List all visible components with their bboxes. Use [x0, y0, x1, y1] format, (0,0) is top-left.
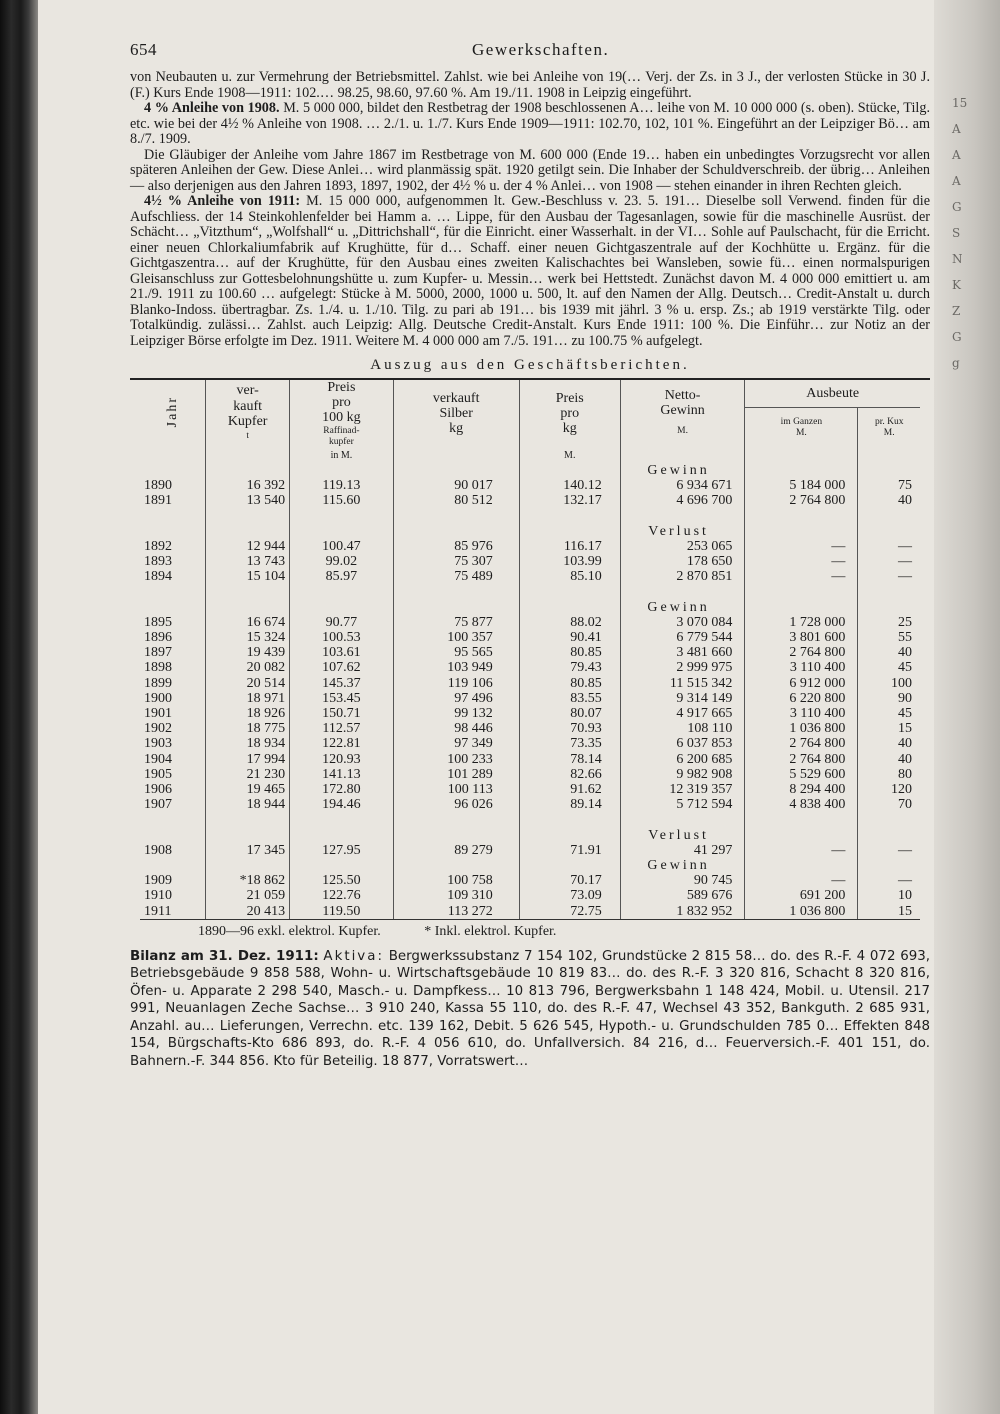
gewinn-marker: Gewinn: [647, 462, 710, 478]
bleed-glyph: g: [952, 356, 960, 370]
year-cell: 1892: [144, 538, 172, 554]
year-cell: 1891: [144, 493, 172, 509]
kux-cell: 40: [858, 752, 920, 767]
paragraph-text: M. 5 000 000, bildet den Restbetrag der 1908 beschlossenen A… leihe von M. 10 000 000 (s. oben). Stücke, Tilg. etc. wie bei der 4½ % Anleihe von 1908. … 2./1. u. 1./7. Kurs Ende 1909—1911: 102.70, 102, 101 %. Eingeführt an der Leipziger Bö… am 8./7. 1909.: [130, 100, 930, 147]
bilanz-text: Bergwerkssubstanz 7 154 102, Grundstücke 2 815 58… do. des R.-F. 4 072 693, Betriebsgebäude 9 858 588, Wohn- u. Wirtschaftsgebäude 10 819 83… do. des R.-F. 3 320 816, Schacht 8 320 816, Öfen- u. Apparate 2 298 540, Masch.- u. Dampfkess… 10 813 796, Bergwerksbahn 1 148 424, Mobil. u. Utensil. 217 991, Neuanlagen Zeche Sachse… 3 910 240, Kassa 55 110, do. des R.-F. 47, Wechsel 43 352, Bankguth. 2 685 931, Anzahl. au… Lieferungen, Verrechn. etc. 139 162, Debit. 5 626 545, Hypoth.- u. Grundschulden 785 0… Effekten 848 154, Bürgschafts-Kto 686 893, do. R.-F. 4 056 610, do. Unfallversich. 84 216, d… Feuerversich.-F. 401 151, do. Bahnern.-F. 344 856. Kto für Beteilig. 18 877, Vorratswert…: [130, 948, 931, 1069]
year-cell: 1901: [144, 706, 172, 722]
bilanz-paragraph: [130, 948, 930, 1071]
preis-cell: 100.53: [290, 630, 393, 645]
ganzen-cell: 1 728 000: [745, 600, 858, 630]
bleed-glyph: G: [952, 330, 962, 344]
table-row: [140, 463, 920, 493]
kux-cell: 45: [858, 706, 920, 721]
table-row: [140, 888, 920, 903]
year-cell: 1898: [144, 660, 172, 676]
year-cell: 1899: [144, 675, 172, 691]
preis-cell: 119.13: [290, 463, 393, 493]
netto-value: 3 070 084: [676, 614, 733, 630]
header-ausbeute: Ausbeute: [745, 380, 920, 408]
paragraph-lead: 4 % Anleihe von 1908.: [144, 100, 280, 116]
header-jahr: Jahr: [164, 396, 180, 428]
table-row: [140, 752, 920, 767]
silber-cell: 101 289: [393, 767, 519, 782]
table-row: [140, 767, 920, 782]
kupfer-cell: 20 514: [206, 676, 290, 691]
preis-cell: 85.97: [290, 569, 393, 584]
kux-cell: 100: [858, 676, 920, 691]
silber-cell: 80 512: [393, 493, 519, 508]
preis-cell: 141.13: [290, 767, 393, 782]
spreis-cell: 73.35: [519, 736, 620, 751]
unit-silber-preis: M.: [519, 448, 620, 463]
year-cell: 1906: [144, 782, 172, 798]
kupfer-cell: 19 465: [206, 782, 290, 797]
spreis-cell: 80.85: [519, 645, 620, 660]
table-title: Auszug aus den Geschäftsberichten.: [370, 357, 690, 373]
spreis-cell: 85.10: [519, 569, 620, 584]
table-row: [140, 569, 920, 584]
preis-cell: 99.02: [290, 554, 393, 569]
header-preis: Preis pro 100 kg Raffinad- kupfer: [290, 380, 393, 448]
table-row: [140, 660, 920, 675]
preis-cell: 122.81: [290, 736, 393, 751]
kupfer-cell: 19 439: [206, 645, 290, 660]
kupfer-cell: 13 743: [206, 554, 290, 569]
preis-cell: 194.46: [290, 797, 393, 812]
silber-cell: 119 106: [393, 676, 519, 691]
bilanz-lead: Bilanz am 31. Dez. 1911:: [130, 948, 319, 964]
facing-page-edge: [934, 0, 1000, 1414]
spreis-cell: 90.41: [519, 630, 620, 645]
ganzen-cell: 1 036 800: [745, 904, 858, 919]
preis-cell: 115.60: [290, 493, 393, 508]
silber-cell: 98 446: [393, 721, 519, 736]
ganzen-cell: —: [745, 569, 858, 584]
ganzen-cell: 5 529 600: [745, 767, 858, 782]
ganzen-cell: 3 110 400: [745, 660, 858, 675]
kux-cell: —: [858, 858, 920, 888]
netto-cell: 4 696 700: [620, 493, 745, 508]
netto-cell: 5 712 594: [620, 797, 745, 812]
ganzen-cell: 1 036 800: [745, 721, 858, 736]
header-pro-kux: pr. Kux M.: [858, 408, 920, 448]
netto-cell: 2 999 975: [620, 660, 745, 675]
netto-cell: 3 481 660: [620, 645, 745, 660]
preis-cell: 150.71: [290, 706, 393, 721]
netto-cell: 11 515 342: [620, 676, 745, 691]
preis-cell: 103.61: [290, 645, 393, 660]
year-cell: 1911: [144, 903, 172, 919]
kux-cell: 25: [858, 600, 920, 630]
table-bottom-rule: [140, 919, 920, 920]
kupfer-cell: 17 994: [206, 752, 290, 767]
spreis-cell: 132.17: [519, 493, 620, 508]
table-row: [140, 600, 920, 630]
spreis-cell: 73.09: [519, 888, 620, 903]
silber-cell: 100 357: [393, 630, 519, 645]
ganzen-cell: 2 764 800: [745, 736, 858, 751]
bleed-glyph: K: [952, 278, 961, 292]
silber-cell: 100 758: [393, 858, 519, 888]
ganzen-cell: 2 764 800: [745, 645, 858, 660]
kux-cell: 70: [858, 797, 920, 812]
verlust-marker: Verlust: [648, 523, 709, 539]
netto-value: 90 745: [693, 873, 733, 889]
silber-cell: 75 877: [393, 600, 519, 630]
paragraph-lead: 4½ % Anleihe von 1911:: [144, 193, 301, 209]
ganzen-cell: 3 801 600: [745, 630, 858, 645]
netto-cell: 108 110: [620, 721, 745, 736]
netto-value: 41 297: [693, 842, 733, 858]
year-cell: 1897: [144, 645, 172, 661]
year-cell: 1895: [144, 614, 172, 630]
bleed-glyph: S: [952, 226, 961, 240]
spreis-cell: 116.17: [519, 524, 620, 554]
year-cell: 1904: [144, 751, 172, 767]
bleed-glyph: A: [952, 122, 961, 136]
paragraph-2: [130, 101, 930, 148]
spreis-cell: 103.99: [519, 554, 620, 569]
kux-cell: 40: [858, 493, 920, 508]
preis-cell: 107.62: [290, 660, 393, 675]
spreis-cell: 88.02: [519, 600, 620, 630]
bleed-glyph: A: [952, 174, 961, 188]
unit-preis: in M.: [290, 448, 393, 463]
units-row: [140, 448, 920, 463]
spreis-cell: 70.93: [519, 721, 620, 736]
group-gap: [140, 812, 920, 827]
kux-cell: 15: [858, 721, 920, 736]
preis-cell: 125.50: [290, 858, 393, 888]
kupfer-cell: 12 944: [206, 524, 290, 554]
table-row: [140, 706, 920, 721]
bleed-glyph: N: [952, 252, 963, 266]
business-report-table: [140, 380, 920, 919]
ganzen-cell: 3 110 400: [745, 706, 858, 721]
netto-cell: [620, 524, 745, 554]
document-page: [130, 36, 930, 1070]
table-row: [140, 554, 920, 569]
netto-cell: 178 650: [620, 554, 745, 569]
kux-cell: —: [858, 828, 920, 858]
header-silber: verkauft Silber kg: [393, 380, 519, 448]
footnote-inkl: * Inkl. elektrol. Kupfer.: [424, 923, 557, 939]
netto-cell: 4 917 665: [620, 706, 745, 721]
table-row: [140, 676, 920, 691]
preis-cell: 100.47: [290, 524, 393, 554]
table-row: [140, 858, 920, 888]
netto-cell: 6 779 544: [620, 630, 745, 645]
bleed-glyph: 15: [952, 96, 968, 110]
spreis-cell: 70.17: [519, 858, 620, 888]
preis-cell: 127.95: [290, 828, 393, 858]
page-number: 654: [130, 40, 157, 59]
header-kupfer: ver- kauft Kupfer t: [206, 380, 290, 448]
preis-cell: 120.93: [290, 752, 393, 767]
table-row: [140, 630, 920, 645]
netto-cell: 6 037 853: [620, 736, 745, 751]
kupfer-cell: 21 059: [206, 888, 290, 903]
kux-cell: 55: [858, 630, 920, 645]
table-row: [140, 721, 920, 736]
year-cell: 1894: [144, 569, 172, 585]
silber-cell: 89 279: [393, 828, 519, 858]
preis-cell: 119.50: [290, 904, 393, 919]
paragraph-1: [130, 70, 930, 101]
silber-cell: 100 233: [393, 752, 519, 767]
spreis-cell: 140.12: [519, 463, 620, 493]
group-gap: [140, 508, 920, 523]
kux-cell: 75: [858, 463, 920, 493]
kux-cell: —: [858, 569, 920, 584]
kupfer-cell: 15 104: [206, 569, 290, 584]
netto-cell: [620, 600, 745, 630]
ganzen-cell: 2 764 800: [745, 752, 858, 767]
silber-cell: 97 349: [393, 736, 519, 751]
silber-cell: 103 949: [393, 660, 519, 675]
year-cell: 1907: [144, 797, 172, 813]
paragraph-text: Die Gläubiger der Anleihe vom Jahre 1867 im Restbetrage von M. 600 000 (Ende 19… haben ein unbedingtes Vorzugsrecht vor allen späteren Anleihen der Gew. Diese Anlei… wird planmässig spät. 1920 getilgt sein. Die Inhaber der Schuldverschreib. der übrig… Anleihen — also derjenigen aus den Jahren 1893, 1897, 1902, der 4½ % u. der 4 % Anlei… von 1908 — stehen einander in ihren Rechten gleich.: [130, 146, 930, 194]
silber-cell: 75 307: [393, 554, 519, 569]
spreis-cell: 82.66: [519, 767, 620, 782]
kux-cell: 10: [858, 888, 920, 903]
netto-cell: 12 319 357: [620, 782, 745, 797]
ganzen-cell: 691 200: [745, 888, 858, 903]
kupfer-cell: 20 082: [206, 660, 290, 675]
spreis-cell: 78.14: [519, 752, 620, 767]
table-row: [140, 691, 920, 706]
spreis-cell: 80.85: [519, 676, 620, 691]
silber-cell: 109 310: [393, 888, 519, 903]
table-row: [140, 736, 920, 751]
gewinn-marker: Gewinn: [647, 599, 710, 615]
kux-cell: 90: [858, 691, 920, 706]
netto-cell: 2 870 851: [620, 569, 745, 584]
table-row: [140, 782, 920, 797]
netto-cell: [620, 828, 745, 858]
kux-cell: 80: [858, 767, 920, 782]
silber-cell: 75 489: [393, 569, 519, 584]
kupfer-cell: *18 862: [206, 858, 290, 888]
ganzen-cell: 5 184 000: [745, 463, 858, 493]
kux-cell: —: [858, 524, 920, 554]
page-header: [130, 36, 930, 70]
table-row: [140, 904, 920, 919]
year-cell: 1890: [144, 478, 172, 494]
ganzen-cell: —: [745, 828, 858, 858]
spreis-cell: 71.91: [519, 828, 620, 858]
group-gap: [140, 584, 920, 599]
year-cell: 1909: [144, 873, 172, 889]
kupfer-cell: 16 674: [206, 600, 290, 630]
netto-cell: 9 314 149: [620, 691, 745, 706]
netto-value: 253 065: [686, 538, 733, 554]
silber-cell: 113 272: [393, 904, 519, 919]
kupfer-cell: 18 926: [206, 706, 290, 721]
preis-cell: 122.76: [290, 888, 393, 903]
kupfer-cell: 17 345: [206, 828, 290, 858]
netto-cell: [620, 463, 745, 493]
ganzen-cell: 6 220 800: [745, 691, 858, 706]
netto-cell: 6 200 685: [620, 752, 745, 767]
bilanz-aktiva-label: Aktiva:: [323, 948, 384, 964]
header-im-ganzen: im Ganzen M.: [745, 408, 858, 448]
table-row: [140, 493, 920, 508]
year-cell: 1902: [144, 721, 172, 737]
header-silber-preis: Preis pro kg: [519, 380, 620, 448]
paragraph-text: von Neubauten u. zur Vermehrung der Betriebsmittel. Zahlst. wie bei Anleihe von 19(… Verj. der Zs. in 3 J., der verlosten Stücke in 30 J. (F.) Kurs Ende 1908—1911: 102.… 98.25, 98.60, 97.60 %. Am 19./11. 1908 in Leipzig eingeführt.: [130, 69, 930, 101]
year-cell: 1905: [144, 766, 172, 782]
verlust-marker: Verlust: [648, 827, 709, 843]
bleed-glyph: G: [952, 200, 962, 214]
paragraph-3: [130, 148, 930, 195]
table-footnotes: [198, 924, 930, 940]
paragraph-4: [130, 194, 930, 349]
spreis-cell: 79.43: [519, 660, 620, 675]
book-spine: [0, 0, 38, 1414]
ganzen-cell: 8 294 400: [745, 782, 858, 797]
ganzen-cell: 6 912 000: [745, 676, 858, 691]
ganzen-cell: 4 838 400: [745, 797, 858, 812]
kupfer-cell: 18 971: [206, 691, 290, 706]
preis-cell: 153.45: [290, 691, 393, 706]
table-row: [140, 828, 920, 858]
silber-cell: 96 026: [393, 797, 519, 812]
kux-cell: 40: [858, 645, 920, 660]
netto-cell: 9 982 908: [620, 767, 745, 782]
kupfer-cell: 18 775: [206, 721, 290, 736]
kux-cell: 120: [858, 782, 920, 797]
kupfer-cell: 21 230: [206, 767, 290, 782]
bleed-glyph: Z: [952, 304, 961, 318]
silber-cell: 97 496: [393, 691, 519, 706]
preis-cell: 145.37: [290, 676, 393, 691]
table-row: [140, 797, 920, 812]
year-cell: 1903: [144, 736, 172, 752]
table-row: [140, 645, 920, 660]
silber-cell: 85 976: [393, 524, 519, 554]
spreis-cell: 72.75: [519, 904, 620, 919]
year-cell: 1910: [144, 888, 172, 904]
preis-cell: 172.80: [290, 782, 393, 797]
spreis-cell: 80.07: [519, 706, 620, 721]
kupfer-cell: 16 392: [206, 463, 290, 493]
ganzen-cell: 2 764 800: [745, 493, 858, 508]
kupfer-cell: 13 540: [206, 493, 290, 508]
kupfer-cell: 20 413: [206, 904, 290, 919]
year-cell: 1900: [144, 690, 172, 706]
spreis-cell: 91.62: [519, 782, 620, 797]
kux-cell: —: [858, 554, 920, 569]
netto-value: 6 934 671: [676, 478, 733, 494]
bleed-glyph: A: [952, 148, 961, 162]
kux-cell: 15: [858, 904, 920, 919]
gewinn-marker: Gewinn: [647, 858, 710, 874]
silber-cell: 100 113: [393, 782, 519, 797]
netto-cell: [620, 858, 745, 888]
silber-cell: 95 565: [393, 645, 519, 660]
header-netto: Netto- Gewinn M.: [620, 380, 745, 448]
silber-cell: 99 132: [393, 706, 519, 721]
year-cell: 1896: [144, 630, 172, 646]
kupfer-cell: 15 324: [206, 630, 290, 645]
kupfer-cell: 18 934: [206, 736, 290, 751]
ganzen-cell: —: [745, 554, 858, 569]
kupfer-cell: 18 944: [206, 797, 290, 812]
footnote-exkl: 1890—96 exkl. elektrol. Kupfer.: [198, 923, 381, 939]
kux-cell: 40: [858, 736, 920, 751]
year-cell: 1908: [144, 842, 172, 858]
preis-cell: 90.77: [290, 600, 393, 630]
kux-cell: 45: [858, 660, 920, 675]
table-row: [140, 524, 920, 554]
running-title: Gewerkschaften.: [472, 40, 610, 59]
spreis-cell: 89.14: [519, 797, 620, 812]
paragraph-text: M. 15 000 000, aufgenommen lt. Gew.-Beschluss v. 23. 5. 191… Dieselbe soll Verwend. finden für die Aufschliess. der 14 Steinkohlenfelder bei Hamm a. … Lippe, für den Ausbau der Tagesanlagen, sowie für die maschinelle Ausrüst. der Schächt… „Vitzthum“, „Wolfshall“ u. „Dittrichshall“, für die Einricht. einer Wasserhalt. in der VI… Sohle auf Paulschacht, für die Erricht. einer neuen Chlorkaliumfabrik auf Krughütte, für d… Schaff. einer neuen Gichtgaszentrale auf der Kochhütte u. Ergänz. für die Gichtgaszentra… auf der Krughütte, für den Ausbau eines zweiten Kalischachtes bei Wansleben, sowie fü… einen normalspurigen Gleisanschluss zur Gottesbelohnungshütte u. zum Kupfer- u. Messin… werk bei Hettstedt. Zunächst davon M. 4 000 000 emittiert u. am 21./9. 1911 zu 100.60 … aufgelegt: Stücke à M. 5000, 2000, 1000 u. 500, lt. auf den Namen der Allg. Deutsch… Credit-Anstalt u. durch Blanko-Indoss. übertragbar. Zs. 1./4. u. 1./10. Tilg. zu pari ab 191… bis 1939 mit jährl. 3 % u. ersp. Zs.; ab 1919 verstärkte Tilg. oder Totalkündig. zulässi… Zahlst. auch Leipzig: Allg. Deutsche Credit-Anstalt. Kurs Ende 1911: 100 %. Die Einführ… zur Notiz an der Leipziger Börse erfolgte im Dez. 1911. Weitere M. 4 000 000 am 7./5. 191… zu 100.75 % aufgelegt.: [130, 193, 931, 349]
ganzen-cell: —: [745, 524, 858, 554]
silber-cell: 90 017: [393, 463, 519, 493]
preis-cell: 112.57: [290, 721, 393, 736]
netto-cell: 1 832 952: [620, 904, 745, 919]
year-cell: 1893: [144, 554, 172, 570]
ganzen-cell: —: [745, 858, 858, 888]
table-header-row: [140, 380, 920, 408]
spreis-cell: 83.55: [519, 691, 620, 706]
netto-cell: 589 676: [620, 888, 745, 903]
